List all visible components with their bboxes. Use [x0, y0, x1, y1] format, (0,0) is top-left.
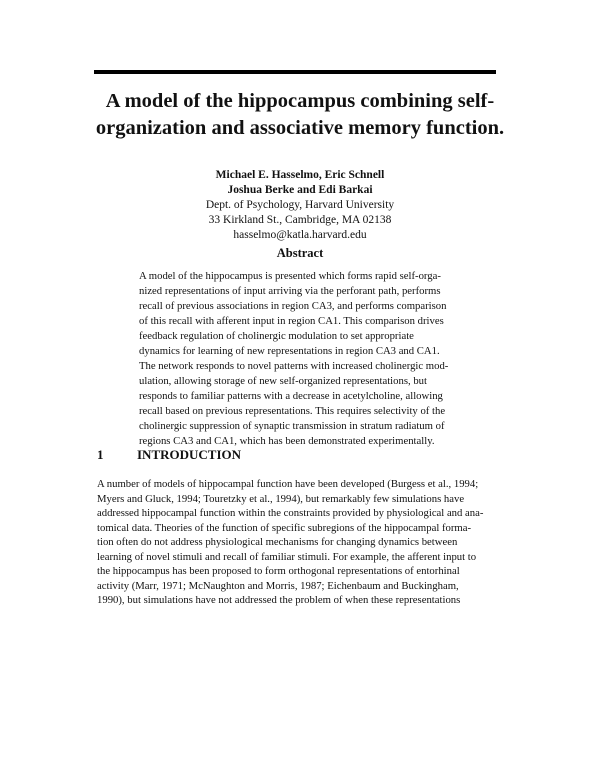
abstract-heading: Abstract: [276, 246, 324, 260]
author-block: [100, 168, 500, 243]
intro-line: addressed hippocampal function within the constraints provided by physiological and ana-: [97, 507, 484, 519]
abstract-line: nized representations of input arriving via the perforant path, performs: [139, 285, 441, 297]
abstract-line: The network responds to novel patterns with increased cholinergic mod-: [139, 360, 449, 372]
author-names: Joshua Berke and Edi Barkai: [227, 184, 373, 196]
abstract-line: responds to familiar patterns with a decrease in acetylcholine, allowing: [139, 390, 443, 402]
section-title: INTRODUCTION: [137, 447, 242, 462]
section-heading: [97, 447, 241, 463]
section-number: 1: [97, 447, 104, 462]
affiliation-line: Dept. of Psychology, Harvard University: [205, 199, 395, 211]
author-email: hasselmo@katla.harvard.edu: [233, 229, 367, 241]
abstract-line: of this recall with afferent input in region CA1. This comparison drives: [139, 315, 444, 327]
abstract-line: recall of previous associations in region CA3, and performs comparison: [139, 300, 447, 312]
intro-line: learning of novel stimuli and recall of familiar stimuli. For example, the afferent input to: [97, 550, 477, 563]
intro-line: 1990), but simulations have not addressed the problem of when these representations: [97, 594, 461, 606]
abstract-line: feedback regulation of cholinergic modulation to set appropriate: [139, 330, 414, 342]
intro-line: Myers and Gluck, 1994; Touretzky et al., 1994), but remarkably few simulations have: [97, 492, 465, 505]
intro-line: activity (Marr, 1971; McNaughton and Morris, 1987; Eichenbaum and Buckingham,: [97, 579, 459, 592]
intro-line: A number of models of hippocampal function have been developed (Burgess et al., 1994;: [97, 478, 479, 490]
abstract-line: ulation, allowing storage of new self-organized representations, but: [139, 375, 427, 387]
abstract-line: dynamics for learning of new representations in region CA3 and CA1.: [139, 345, 440, 357]
affiliation-line: 33 Kirkland St., Cambridge, MA 02138: [208, 214, 392, 226]
abstract-line: regions CA3 and CA1, which has been demonstrated experimentally.: [139, 435, 435, 447]
top-rule: [94, 70, 496, 74]
abstract-body: [139, 269, 469, 449]
title-line: organization and associative memory function.: [95, 117, 505, 139]
abstract-line: recall based on previous representations. This requires selectivity of the: [139, 405, 446, 417]
author-names: Michael E. Hasselmo, Eric Schnell: [215, 169, 385, 181]
intro-line: tomical data. Theories of the function of specific subregions of the hippocampal forma-: [97, 521, 472, 534]
title-line: A model of the hippocampus combining self-: [105, 90, 495, 112]
abstract-line: cholinergic suppression of synaptic transmission in stratum radiatum of: [139, 420, 445, 432]
intro-line: the hippocampus has been proposed to form orthogonal representations of entorhinal: [97, 565, 460, 577]
paper-title: [60, 88, 540, 142]
introduction-body: [97, 477, 517, 608]
intro-line: tion often do not address physiological mechanisms for changing dynamics between: [97, 536, 458, 548]
abstract-line: A model of the hippocampus is presented which forms rapid self-orga-: [139, 270, 441, 282]
